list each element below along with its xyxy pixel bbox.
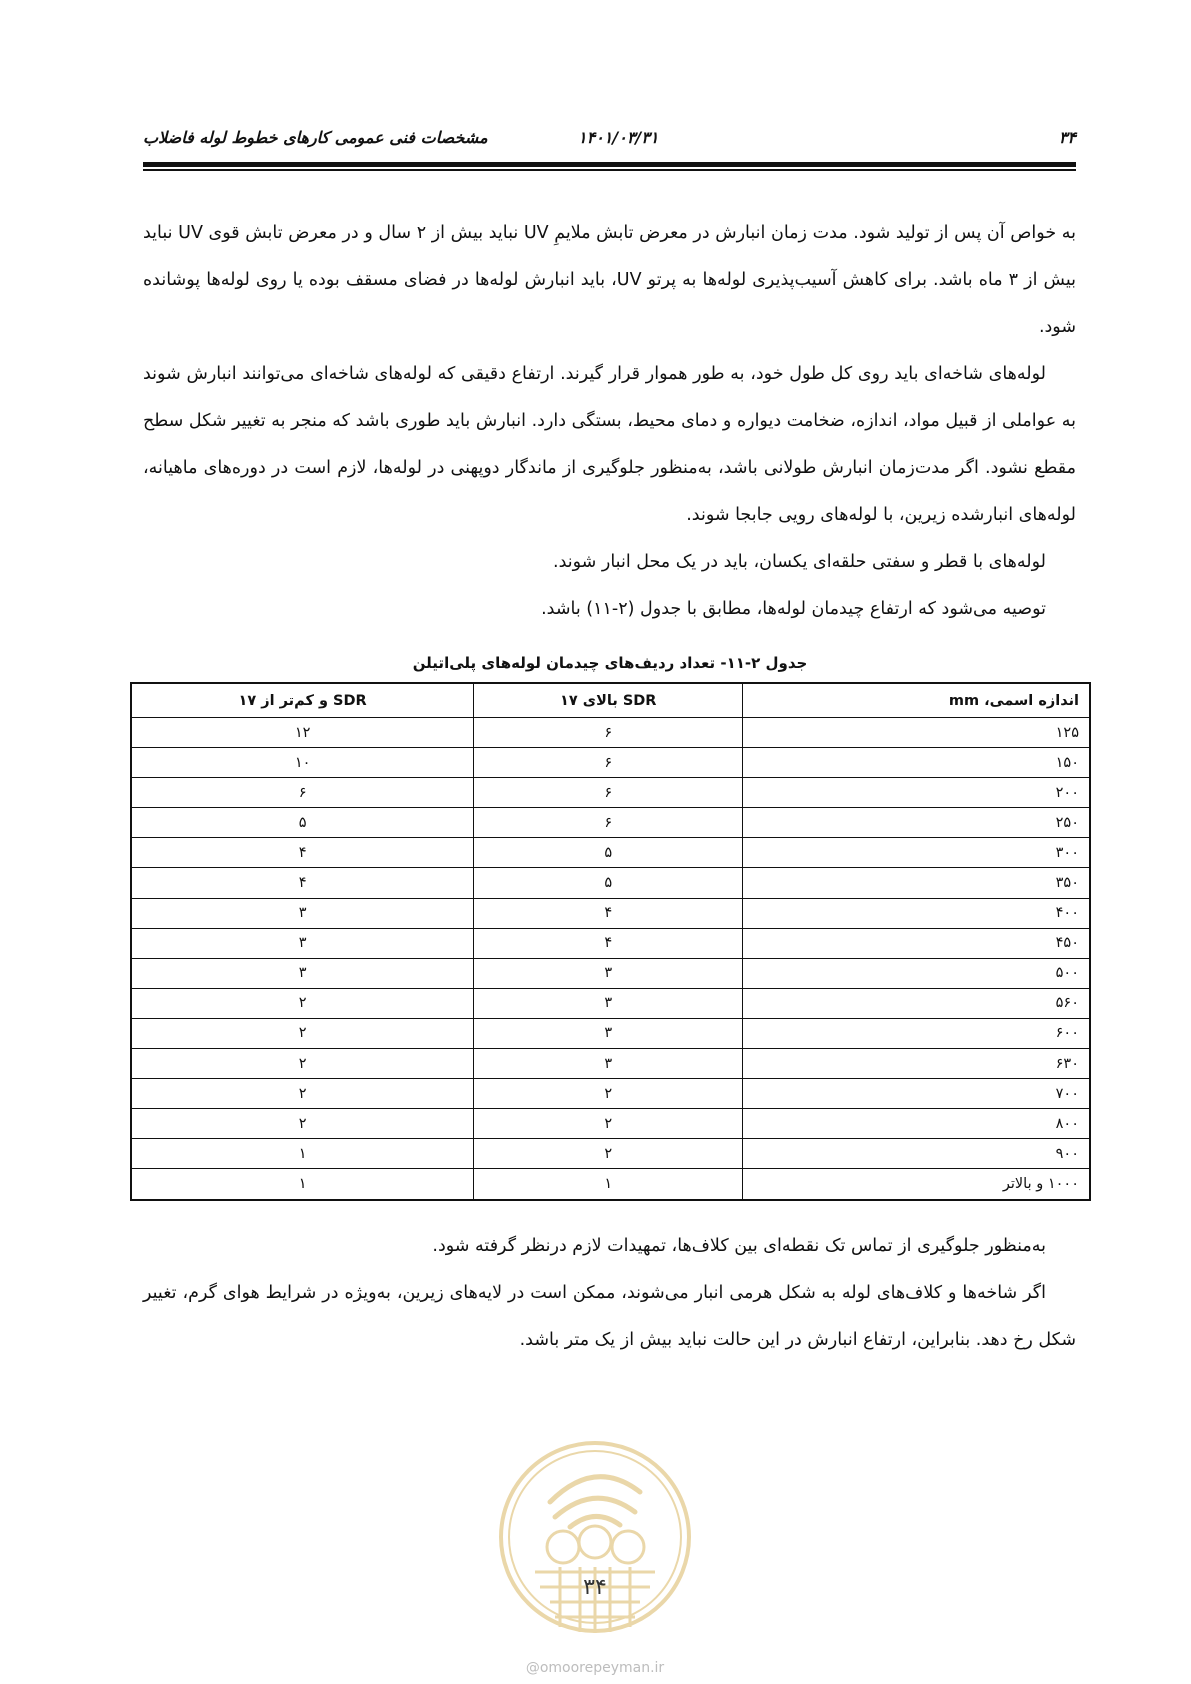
- cell-size: ۵۰۰: [743, 958, 1090, 988]
- cell-size: ۳۵۰: [743, 868, 1090, 898]
- cell-sdr-above: ۵: [474, 838, 743, 868]
- cell-size: ۸۰۰: [743, 1109, 1090, 1139]
- cell-sdr-above: ۶: [474, 748, 743, 778]
- cell-sdr-below: ۱۰: [131, 748, 474, 778]
- paragraph: اگر شاخه‌ها و کلاف‌های لوله به شکل هرمی انبار می‌شوند، ممکن است در لایه‌های زیرین، به‌ویژه در شرایط هوای گرم، تغییر شکل رخ دهد. بنابراین، ارتفاع انبارش در این حالت نباید بیش از یک متر باشد.: [143, 1283, 1076, 1350]
- table-row: [131, 898, 1090, 928]
- cell-sdr-below: ۵: [131, 808, 474, 838]
- table-header-row: [131, 683, 1090, 718]
- header-sdr-below: SDR و کم‌تر از ۱۷: [131, 683, 474, 718]
- cell-sdr-above: ۵: [474, 868, 743, 898]
- cell-sdr-below: ۴: [131, 868, 474, 898]
- cell-size: ۹۰۰: [743, 1139, 1090, 1169]
- cell-size: ۳۰۰: [743, 838, 1090, 868]
- header-page-number: ۳۴: [1058, 128, 1076, 147]
- body-text: [143, 210, 1076, 633]
- cell-sdr-below: ۳: [131, 958, 474, 988]
- cell-size: ۲۰۰: [743, 778, 1090, 808]
- body-text-after-table: [143, 1223, 1076, 1364]
- cell-sdr-above: ۳: [474, 988, 743, 1018]
- table-row: [131, 988, 1090, 1018]
- table-caption: جدول ۲-۱۱- تعداد ردیف‌های چیدمان لوله‌های پلی‌اتیلن: [412, 654, 808, 672]
- table-row: [131, 718, 1090, 748]
- cell-sdr-above: ۲: [474, 1139, 743, 1169]
- table-row: [131, 748, 1090, 778]
- website-watermark: @omoorepeyman.ir: [525, 1660, 665, 1676]
- paragraph: لوله‌های شاخه‌ای باید روی کل طول خود، به طور هموار قرار گیرند. ارتفاع دقیقی که لوله‌های شاخه‌ای می‌توانند انبارش شوند به عواملی از قبیل مواد، اندازه، ضخامت دیواره و دمای محیط، بستگی دارد. انبارش باید طوری باشد که منجر به تغییر شکل سطح مقطع نشود. اگر مدت‌زمان انبارش طولانی باشد، به‌منظور جلوگیری از ماندگار دوپهنی در لوله‌ها، لازم است در دوره‌های ماهیانه، لوله‌های انبارشده زیرین، با لوله‌های رویی جابجا شوند.: [143, 364, 1076, 525]
- header-date: ۱۴۰۱/۰۳/۳۱: [578, 128, 659, 147]
- header-rule-thin: [143, 169, 1076, 171]
- cell-sdr-below: ۱: [131, 1139, 474, 1169]
- header-size: اندازه اسمی، mm: [743, 683, 1090, 718]
- header-rule-thick: [143, 162, 1076, 167]
- cell-size: ۴۰۰: [743, 898, 1090, 928]
- cell-size: ۷۰۰: [743, 1079, 1090, 1109]
- table-row: [131, 928, 1090, 958]
- cell-size: ۱۲۵: [743, 718, 1090, 748]
- paragraph: به‌منظور جلوگیری از تماس تک نقطه‌ای بین کلاف‌ها، تمهیدات لازم درنظر گرفته شود.: [432, 1236, 1046, 1256]
- cell-sdr-above: ۳: [474, 1049, 743, 1079]
- table-row: [131, 808, 1090, 838]
- cell-sdr-below: ۲: [131, 1109, 474, 1139]
- cell-size: ۶۰۰: [743, 1018, 1090, 1048]
- table-row: [131, 1109, 1090, 1139]
- table-row: [131, 868, 1090, 898]
- cell-sdr-below: ۲: [131, 988, 474, 1018]
- cell-sdr-below: ۳: [131, 928, 474, 958]
- cell-sdr-above: ۲: [474, 1079, 743, 1109]
- table-row: [131, 1049, 1090, 1079]
- cell-sdr-below: ۴: [131, 838, 474, 868]
- header-title: مشخصات فنی عمومی کارهای خطوط لوله فاضلاب: [143, 128, 488, 147]
- table-row: [131, 1079, 1090, 1109]
- cell-size: ۲۵۰: [743, 808, 1090, 838]
- publisher-seal-icon: [495, 1437, 695, 1637]
- cell-sdr-above: ۴: [474, 898, 743, 928]
- cell-size: ۵۶۰: [743, 988, 1090, 1018]
- paragraph: توصیه می‌شود که ارتفاع چیدمان لوله‌ها، مطابق با جدول (۲-۱۱) باشد.: [541, 599, 1046, 619]
- cell-sdr-above: ۳: [474, 958, 743, 988]
- cell-sdr-below: ۲: [131, 1049, 474, 1079]
- cell-sdr-below: ۲: [131, 1018, 474, 1048]
- cell-sdr-above: ۱: [474, 1169, 743, 1200]
- header-sdr-above: SDR بالای ۱۷: [474, 683, 743, 718]
- table-row: [131, 1018, 1090, 1048]
- cell-size: ۴۵۰: [743, 928, 1090, 958]
- cell-size: ۱۰۰۰ و بالاتر: [743, 1169, 1090, 1200]
- cell-size: ۶۳۰: [743, 1049, 1090, 1079]
- paragraph: لوله‌های با قطر و سفتی حلقه‌ای یکسان، باید در یک محل انبار شوند.: [553, 552, 1046, 572]
- stacking-table: [130, 682, 1091, 1201]
- paragraph: به خواص آن پس از تولید شود. مدت زمان انبارش در معرض تابش ملایمِ UV نباید بیش از ۲ سال و در معرض تابش قوی UV نباید بیش از ۳ ماه باشد. برای کاهش آسیب‌پذیری لوله‌ها به پرتو UV، باید انبارش لوله‌ها در فضای مسقف بوده یا روی لوله‌ها پوشانده شود.: [143, 223, 1077, 337]
- cell-sdr-above: ۶: [474, 718, 743, 748]
- cell-sdr-below: ۱۲: [131, 718, 474, 748]
- cell-sdr-above: ۲: [474, 1109, 743, 1139]
- footer-page-number: ۳۴: [583, 1575, 607, 1600]
- table-row: [131, 1139, 1090, 1169]
- cell-sdr-below: ۶: [131, 778, 474, 808]
- cell-sdr-below: ۲: [131, 1079, 474, 1109]
- cell-sdr-above: ۳: [474, 1018, 743, 1048]
- cell-sdr-below: ۳: [131, 898, 474, 928]
- table-row: [131, 958, 1090, 988]
- table-row: [131, 838, 1090, 868]
- table-row: [131, 1169, 1090, 1200]
- cell-size: ۱۵۰: [743, 748, 1090, 778]
- cell-sdr-below: ۱: [131, 1169, 474, 1200]
- cell-sdr-above: ۴: [474, 928, 743, 958]
- table-row: [131, 778, 1090, 808]
- cell-sdr-above: ۶: [474, 808, 743, 838]
- cell-sdr-above: ۶: [474, 778, 743, 808]
